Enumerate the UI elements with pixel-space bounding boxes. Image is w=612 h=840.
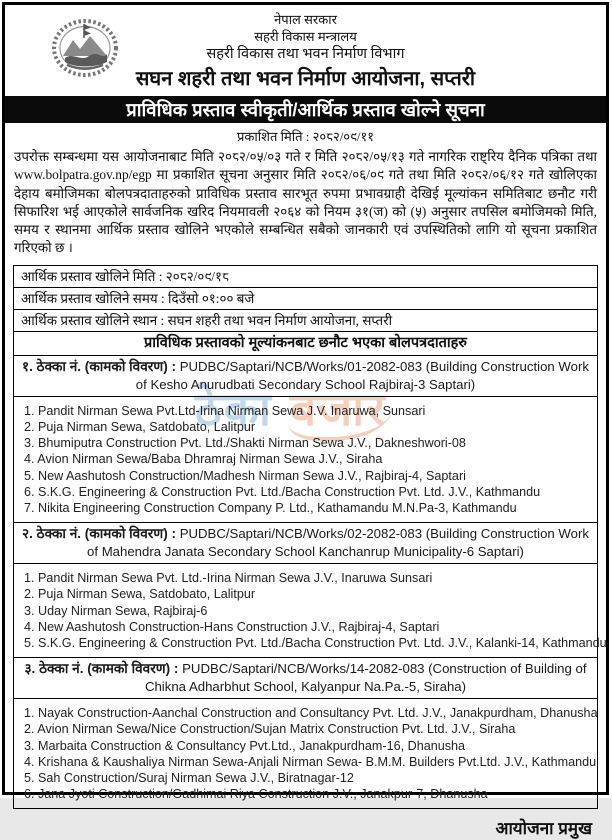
bidder-item: 2. Puja Nirman Sewa, Satdobato, Lalitpur <box>24 419 256 434</box>
bidder-item: 3. Uday Nirman Sewa, Rajbiraj-6 <box>24 603 208 618</box>
contract-1-id: PUDBC/Saptari/NCB/Works/01-2082-083 (Building Construction Work of Kesho Anurudbati Secondary School Rajbiraj-3 Saptari) <box>135 358 589 392</box>
published-date-line: प्रकाशित मिति : २०८२/०९/११ <box>237 129 374 144</box>
notice-body-paragraph: उपरोक्त सम्बन्धमा यस आयोजनाबाट मिति २०८२/०५/०३ गते र मिति २०८२/०५/१३ गते नागरिक राष्ट्रिय दैनिक पत्रिका तथा www.bolpatra.gov.np/egp मा प्रकाशित सूचना अनुसार मिति २०८२/०६/०९ गते तथा मिति २०८२/०६/१२ गते खोलिएका देहाय बमोजिमका बोलपत्रदाताहरुको प्राविधिक प्रस्ताव सारभूत रुपमा प्रभावग्राही देखिई मूल्यांकन समितिबाट छनौट गरी सिफारिश भई आएकोले सार्वजनिक खरिद नियमावली २०६४ को नियम ३१(ज) को (५) अनुसार तपसिल बमोजिमको मिति, समय र स्थानमा आर्थिक प्रस्ताव खोलिने भएकोले सम्बन्धित सबैको जानकारी एवं उपस्थितिको लागि यो सूचना प्रकाशित गरिएको छ । <box>14 149 597 256</box>
contract-1-bidder-list <box>14 397 597 523</box>
contract-3-header <box>14 658 597 699</box>
bidder-item: 3. Bhumiputra Construction Pvt. Ltd./Shakti Nirman Sewa J.V., Dakneshwori-08 <box>24 436 466 451</box>
document-border-frame <box>2 2 609 839</box>
contract-1-label: १. ठेक्का नं. (कामको विवरण) : <box>22 358 177 374</box>
bidder-item: 1. Nayak Construction-Aanchal Construction and Consultancy Pvt. Ltd. J.V., Janakpurdham, Dhanusha <box>24 706 598 721</box>
bidder-item: 4. Krishana & Kaushaliya Nirman Sewa-Anjali Nirman Sewa- B.M.M. Builders Pvt.Ltd. J.V., Kathmandu <box>24 754 597 769</box>
contract-3-bidder-list <box>14 699 597 808</box>
notice-title-banner: प्राविधिक प्रस्ताव स्वीकृती/आर्थिक प्रस्ताव खोल्ने सूचना <box>5 96 606 123</box>
letterhead <box>5 5 606 92</box>
contract-2-bidder-list <box>14 564 607 658</box>
watermark-word-1: ठेका <box>195 383 273 435</box>
contract-3-label: ३. ठेक्का नं. (कामको विवरण) : <box>24 661 179 677</box>
project-name: सघन शहरी तथा भवन निर्माण आयोजना, सप्तरी <box>135 68 476 90</box>
bidder-item: 5. Sah Construction/Suraj Nirman Sewa J.V., Biratnagar-12 <box>24 771 354 786</box>
bidder-item: 2. Avion Nirman Sewa/Nice Construction/Sujan Matrix Construction Pvt. Ltd. J.V., Siraha <box>24 722 516 737</box>
opening-date-row: आर्थिक प्रस्ताव खोलिने मिति : २०८२/०९/१८ <box>14 266 597 288</box>
opening-time-row: आर्थिक प्रस्ताव खोलिने समय : दिउँसो ०१:०० बजे <box>14 288 597 310</box>
department-name: सहरी विकास तथा भवन निर्माण विभाग <box>206 46 405 62</box>
bidder-item: 5. S.K.G. Engineering & Construction Pvt. Ltd./Bacha Construction Pvt. Ltd. J.V., Kalanki-14, Kathmandu <box>24 636 607 651</box>
bidder-item: 4. Avion Nirman Sewa/Baba Dhramraj Nirman Sewa J.V., Siraha <box>24 452 383 467</box>
contract-2-id: PUDBC/Saptari/NCB/Works/02-2082-083 (Building Construction Work of Mahendra Janata Secondary School Kanchanrup Municipality-6 Saptari) <box>87 526 589 560</box>
selected-bidders-heading: प्राविधिक प्रस्तावको मूल्यांकनबाट छनौट भएका बोलपत्रदाताहरु <box>14 332 597 356</box>
contract-3-id: PUDBC/Saptari/NCB/Works/14-2082-083 (Construction of Building of Chikna Adharbhut School, Kalyanpur Na.Pa.-5, Siraha) <box>144 661 587 695</box>
notice-table <box>13 265 607 810</box>
bidder-item: 1. Pandit Nirman Sewa Pvt. Ltd.-Irina Nirman Sewa J.V., Inaruwa Sunsari <box>24 571 433 586</box>
project-chief-signoff: आयोजना प्रमुख <box>495 819 592 839</box>
contract-1-header <box>14 356 597 397</box>
bidder-item: 6. Jana Jyoti Construction/Gadhimai Riya Construction J.V., Janakpur-7, Dhanusha <box>24 787 488 802</box>
bidder-item: 5. New Aashutosh Construction/Madhesh Nirman Sewa J.V., Rajbiraj-4, Saptari <box>24 468 466 483</box>
contract-2-label: २. ठेक्का नं. (कामको विवरण) : <box>22 526 177 542</box>
watermark-word-2: बजार <box>288 383 393 441</box>
opening-place-row: आर्थिक प्रस्ताव खोलिने स्थान : सघन शहरी तथा भवन निर्माण आयोजना, सप्तरी <box>14 310 597 332</box>
ministry-name: सहरी विकास मन्त्रालय <box>254 29 357 44</box>
bidder-item: 7. Nikita Engineering Construction Company P. Ltd., Kathamandu M.N.Pa-3, Kathmandu <box>24 501 517 515</box>
bidder-item: 2. Puja Nirman Sewa, Satdobato, Lalitpur <box>24 587 256 602</box>
bidder-item: 1. Pandit Nirman Sewa Pvt.Ltd-Irina Nirman Sewa J.V. Inaruwa, Sunsari <box>24 403 426 418</box>
bidder-item: 4. New Aashutosh Construction-Hans Construction J.V., Rajbiraj-4, Saptari <box>24 619 440 634</box>
contract-2-header <box>14 523 597 564</box>
bidder-item: 3. Marbaita Construction & Consultancy Pvt.Ltd., Janakpurdham-16, Dhanusha <box>24 738 466 753</box>
bidder-item: 6. S.K.G. Engineering & Construction Pvt. Ltd./Bacha Construction Pvt. Ltd. J.V., Kathmandu <box>24 484 541 499</box>
government-name: नेपाल सरकार <box>274 12 337 27</box>
nepal-emblem-logo <box>47 12 123 78</box>
